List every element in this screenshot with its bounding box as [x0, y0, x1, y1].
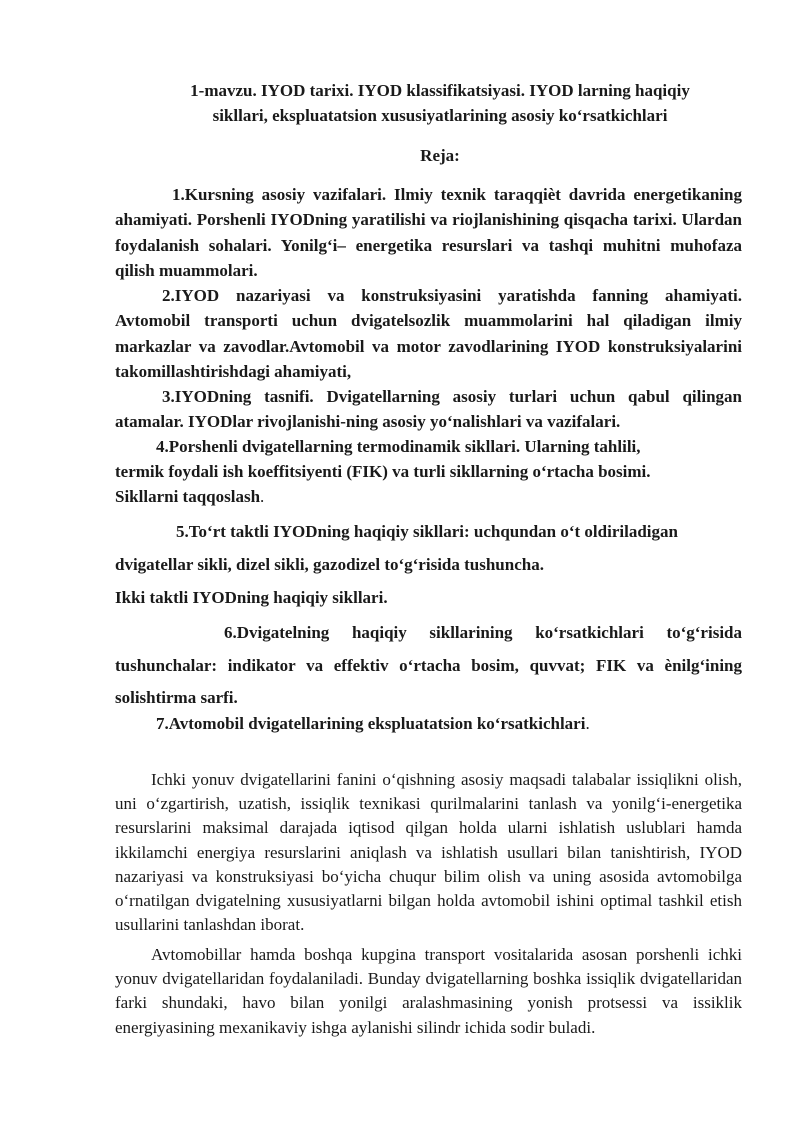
plan-item-6: 6.Dvigatelning haqiqiy sikllarining ko‘rsatkichlari to‘g‘risida tushunchalar: indikator va effektiv o‘rtacha bosim, quvvat; FIK va ènilg‘ining solishtirma sarfi.: [115, 623, 742, 707]
title-line-1: 1-mavzu. IYOD tarixi. IYOD klassifikatsiyasi. IYOD larning haqiqiy: [190, 81, 690, 100]
plan-item-5-line-1: 5.To‘rt taktli IYODning haqiqiy sikllari: uchqundan o‘t oldiriladigan: [176, 522, 678, 541]
plan-item-5-line-3: Ikki taktli IYODning haqiqiy sikllari.: [115, 588, 388, 607]
body-paragraph-2: Avtomobillar hamda boshqa kupgina transport vositalarida asosan porshenli ichki yonuv dvigatellaridan foydalaniladi. Bunday dvigatellarning boshka issiqlik dvigatellaridan farki shundaki, havo bilan yonilgi aralashmasining yonish protsessi va issiklik energiyasining mexanikaviy ishga aylanishi silindr ichida sodir buladi.: [115, 945, 742, 1037]
plan-item-4-period: .: [260, 487, 265, 506]
plan-item-7-period: .: [585, 714, 590, 733]
body-paragraph-1: Ichki yonuv dvigatellarini fanini o‘qishning asosiy maqsadi talabalar issiqlikni olish, uni o‘zgartirish, uzatish, issiqlik texnikasi qurilmalarini tanlash va yonilg‘i-energetika resurslarini maksimal darajada iqtisod qilgan holda ularni ishlatish uslublari hamda ikkilamchi energiya resurslarini aniqlash va ishlatish usullari bilan tanishtirish, IYOD nazariyasi va konstruksiyasi bo‘yicha chuqur bilim olish va uning asosida avtomobilga o‘rnatilgan dvigatelning xususiyatlarni bilgan holda avtomobil ishini optimal tashkil etish usullarini tanlashdan iborat.: [115, 770, 742, 935]
plan-item-1: 1.Kursning asosiy vazifalari. Ilmiy texnik taraqqièt davrida energetikaning ahamiyati. Porshenli IYODning yaratilishi va riojlanishining qisqacha tarixi. Ulardan foydalanish sohalari. Yonilg‘i– energetika resurslari va tashqi muhitni muhofaza qilish muammolari.: [115, 185, 742, 280]
plan-item-7: [115, 711, 742, 736]
plan-item-3: 3.IYODning tasnifi. Dvigatellarning asosiy turlari uchun qabul qilingan atamalar. IYODlar rivojlanishi-ning asosiy yo‘nalishlari va vazifalari.: [115, 387, 742, 432]
title-line-2: sikllari, ekspluatatsion xususiyatlarining asosiy ko‘rsatkichlari: [212, 106, 668, 125]
plan-item-4-line-2: termik foydali ish koeffitsiyenti (FIK) va turli sikllarning o‘rtacha bosimi.: [115, 462, 651, 481]
plan-item-4-line-1: 4.Porshenli dvigatellarning termodinamik sikllari. Ularning tahlili,: [156, 437, 641, 456]
plan-item-5-line-2: dvigatellar sikli, dizel sikli, gazodizel to‘g‘risida tushuncha.: [115, 555, 544, 574]
plan-item-2: 2.IYOD nazariyasi va konstruksiyasini yaratishda fanning ahamiyati. Avtomobil transporti uchun dvigatelsozlik muammolarini hal qiladigan ilmiy markazlar va zavodlar.Avtomobil va motor zavodlarining IYOD konstruksiyalarini takomillashtirishdagi ahamiyati,: [115, 286, 742, 381]
document-title: [150, 78, 730, 128]
plan-item-7-text: 7.Avtomobil dvigatellarining ekspluatatsion ko‘rsatkichlari: [156, 714, 586, 733]
plan-item-4-line-3: [115, 484, 742, 509]
plan-item-4-line-3-text: Sikllarni taqqoslash: [115, 487, 261, 506]
plan-heading: Reja:: [420, 146, 460, 165]
